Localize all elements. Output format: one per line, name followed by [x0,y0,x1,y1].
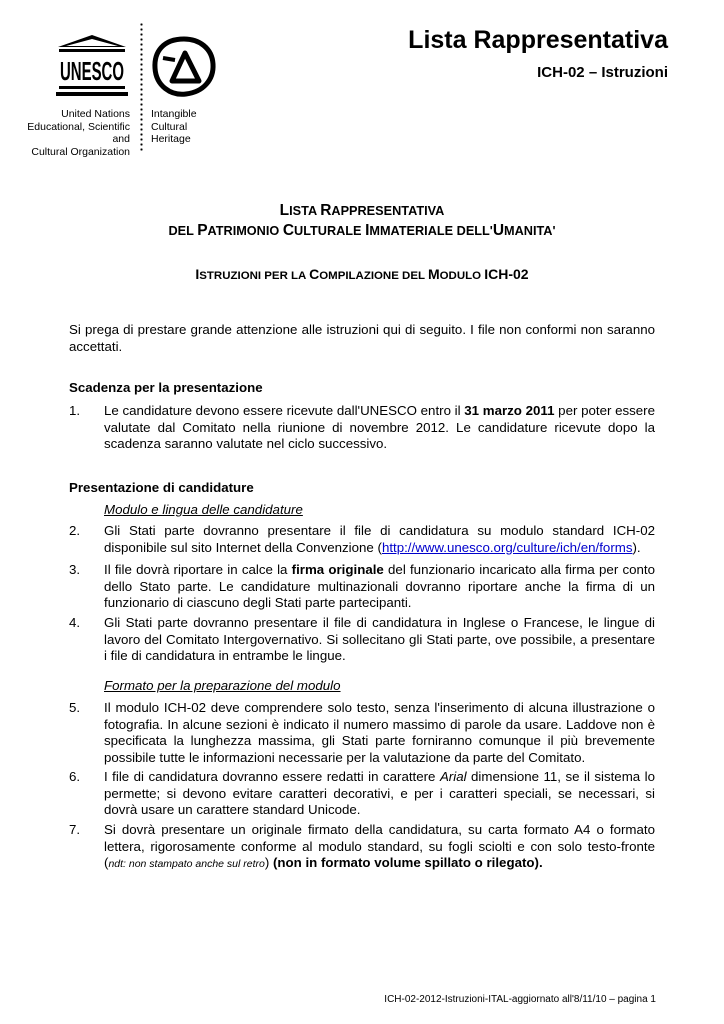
item-text: Il modulo ICH-02 deve comprendere solo testo, senza l'inserimento di alcuna illustrazione o fotografia. In alcune sezioni è indicato il numero massimo di parole da usare. Laddove non è specificata la lunghezza massima, gli Stati parte forniranno comunque il più brevemente possibile tutte le informazioni necessarie per la valutazione da parte del Comitato. [104,700,655,765]
item-number: 6. [69,769,81,784]
item-text-part: Il file dovrà riportare in calce la [104,562,292,577]
heading-cap: P [197,222,208,239]
heading-cap: C [309,266,320,282]
intro-paragraph: Si prega di prestare grande attenzione alle istruzioni qui di seguito. I file non conformi non saranno accettati. [69,322,655,354]
font-name: Arial [439,769,467,784]
emphasis-text: firma originale [291,562,384,577]
heading-small: DELL' [456,223,493,238]
item-text [104,562,655,612]
section-deadline-title: Scadenza per la presentazione [69,380,263,395]
list-item-5 [69,700,655,766]
list-item-6 [69,769,655,819]
unesco-org-line: Cultural Organization [31,145,130,158]
unesco-org-line: Educational, Scientific and [27,120,130,145]
item-text-part: ) [264,855,273,870]
ich-line: Cultural [151,120,188,133]
item-text: Gli Stati parte dovranno presentare il file di candidatura in Inglese o Francese, le lingue di lavoro del Comitato Intergovernativo. Si sollecitano gli Stati parte, ove possibile, a presentare i file di candidatura in entrambe le lingue. [104,615,655,663]
heading-small: DEL [168,223,198,238]
unesco-temple-logo [56,34,128,100]
item-text-part: Le candidature devono essere ricevute dall'UNESCO entro il [104,403,465,418]
heading-cap: R [320,202,332,219]
item-text-part: ). [632,539,641,555]
unesco-organization-text [10,108,130,158]
document-title: Lista Rappresentativa [408,26,668,54]
heading-cap: U [492,222,505,239]
unesco-org-line: United Nations [61,108,130,120]
item-text-part: per poter essere valutate dal Comitato nella riunione di novembre 2012. Le candidature ricevute dopo la scadenza saranno valutate nel ciclo successivo. [104,403,656,451]
item-number: 1. [69,403,81,418]
page-footer: ICH-02-2012-Istruzioni-ITAL-aggiornato all'8/11/10 – pagina 1 [384,994,656,1005]
heading-small: ODULO [439,270,485,282]
main-heading-line1 [0,202,724,220]
heading-cap: L [279,202,290,219]
heading-small: ULTURALE [294,223,366,238]
translator-note: ndt: non stampato anche sul retro [108,858,265,870]
heading-cap: M [427,266,440,282]
item-text-part: I file di candidatura dovranno essere redatti in carattere [104,769,440,784]
main-heading-line2 [0,222,724,240]
item-text [104,769,655,819]
heading-small: OMPILAZIONE DEL [319,270,428,282]
ich-line: Intangible [151,108,197,120]
ich-line: Heritage [151,133,191,145]
heading-small: STRUZIONI PER LA [199,270,310,282]
intangible-heritage-logo [151,36,217,98]
subsection-language-title: Modulo e lingua delle candidature [104,502,303,517]
heading-cap: I [195,266,200,282]
unesco-word: UNESCO [60,56,124,86]
item-text [104,403,655,453]
item-number: 7. [69,822,81,837]
item-number: 2. [69,523,81,538]
heading-cap: ICH-02 [484,266,529,282]
heading-small: APPRESENTATIVA [331,203,445,218]
item-number: 4. [69,615,81,630]
document-subtitle: ICH-02 – Istruzioni [537,64,668,81]
heading-cap: C [282,222,295,239]
item-text-part: Si dovrà presentare un originale firmato della candidatura, su carta formato A4 o formato lettera, rigorosamente conforme al modulo standard, su fogli sciolti e con solo testo-fronte ( [104,822,655,870]
logo-separator [140,22,143,152]
item-text-part: Gli Stati parte dovranno presentare il file di candidatura su modulo standard ICH-02 disponibile sul sito Internet della Convenzione ( [104,523,655,555]
list-item-2 [69,523,655,556]
instructions-heading [0,266,724,282]
section-submission-title: Presentazione di candidature [69,480,254,495]
list-item-4 [69,615,655,665]
heading-small: MANITA' [504,223,556,238]
ich-text [151,108,197,146]
item-text-part: del funzionario incaricato alla firma per conto dello Stato parte. Le candidature multinazionali dovranno riportare anche la firma di un funzionario di ciascuno degli Stati parte partecipanti. [104,562,655,610]
heading-small: ISTA [289,203,321,218]
item-number: 3. [69,562,81,577]
subsection-format-title: Formato per la preparazione del modulo [104,678,341,693]
list-item-3 [69,562,655,612]
list-item-1 [69,403,655,453]
forms-link[interactable]: http://www.unesco.org/culture/ich/en/forms [381,539,633,555]
deadline-date: 31 marzo 2011 [464,403,555,418]
list-item-7 [69,822,655,873]
emphasis-text: (non in formato volume spillato o rilegato). [273,855,543,870]
item-text [104,523,655,556]
item-number: 5. [69,700,81,715]
heading-small: MMATERIALE [369,223,457,238]
item-text [104,822,655,873]
heading-cap: I [365,222,370,239]
heading-small: ATRIMONIO [207,223,283,238]
item-text-part: dimensione 11, se il sistema lo permette; si devono evitare caratteri decorativi, e per i caratteri speciali, se necessari, si dovrà usare un carattere standard Unicode. [104,769,656,817]
